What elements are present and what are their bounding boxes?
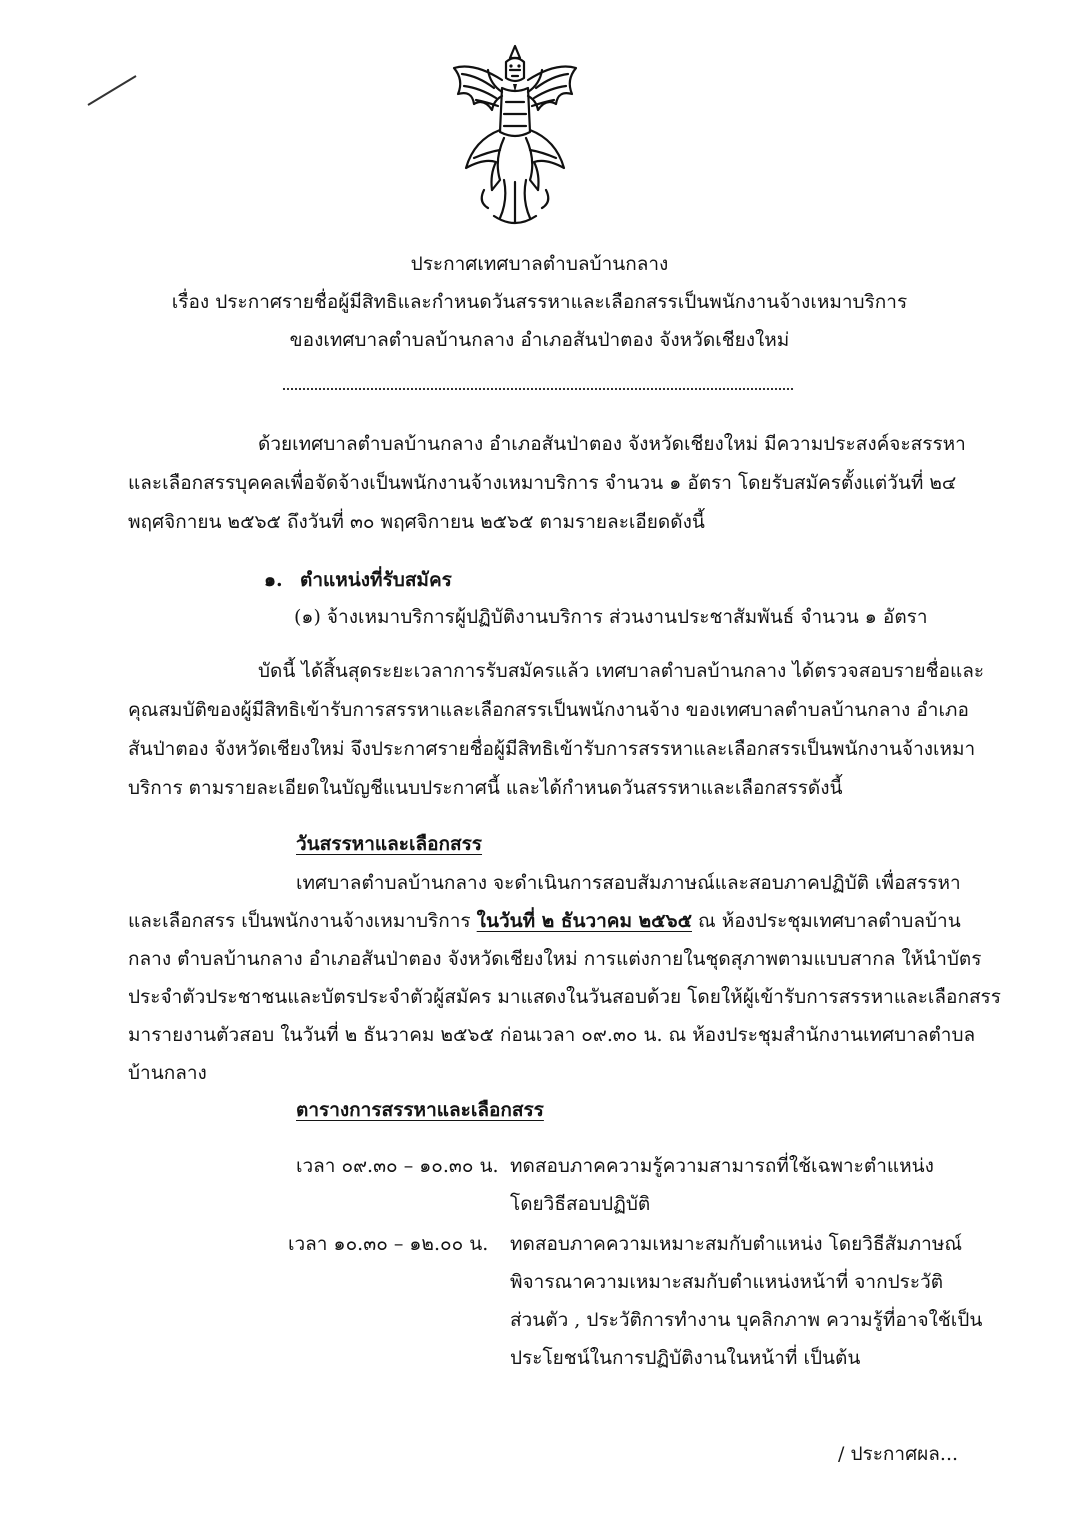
selection-line-2-post: ณ ห้องประชุมเทศบาลตำบลบ้าน [692,910,961,932]
section-1-number: ๑. [264,569,283,591]
selection-line-2 [128,907,961,935]
continued-note: / ประกาศผล... [838,1443,959,1465]
pen-stroke-mark [86,72,138,110]
selection-line-1: เทศบาลตำบลบ้านกลาง จะดำเนินการสอบสัมภาษณ์และสอบภาคปฏิบัติ เพื่อสรรหา [296,872,961,894]
document-org-title: ประกาศเทศบาลตำบลบ้านกลาง [410,253,669,275]
selection-date: ในวันที่ ๒ ธันวาคม ๒๕๖๕ [476,910,692,932]
schedule-row-2-line-1: ทดสอบภาคความเหมาะสมกับตำแหน่ง โดยวิธีสัมภาษณ์ [510,1233,963,1255]
notice-line-3: สันป่าตอง จังหวัดเชียงใหม่ จึงประกาศรายชื่อผู้มีสิทธิเข้ารับการสรรหาและเลือกสรรเป็นพนักงานจ้างเหมา [128,738,976,760]
document-subject-continued: ของเทศบาลตำบลบ้านกลาง อำเภอสันป่าตอง จังหวัดเชียงใหม่ [289,329,790,351]
schedule-row-2-time: เวลา ๑๐.๓๐ – ๑๒.๐๐ น. [288,1233,489,1255]
notice-line-2: คุณสมบัติของผู้มีสิทธิเข้ารับการสรรหาและเลือกสรรเป็นพนักงานจ้าง ของเทศบาลตำบลบ้านกลาง อำเภอ [128,699,969,721]
garuda-emblem-icon [444,40,586,232]
notice-line-4: บริการ ตามรายละเอียดในบัญชีแนบประกาศนี้ และได้กำหนดวันสรรหาและเลือกสรรดังนี้ [128,777,843,799]
selection-heading: วันสรรหาและเลือกสรร [296,833,483,855]
selection-line-5: มารายงานตัวสอบ ในวันที่ ๒ ธันวาคม ๒๕๖๕ ก่อนเวลา ๐๙.๓๐ น. ณ ห้องประชุมสำนักงานเทศบาลตำบล [128,1024,976,1046]
intro-line-3: พฤศจิกายน ๒๕๖๕ ถึงวันที่ ๓๐ พฤศจิกายน ๒๕๖๕ ตามรายละเอียดดังนี้ [128,511,705,533]
document-subject: เรื่อง ประกาศรายชื่อผู้มีสิทธิและกำหนดวันสรรหาและเลือกสรรเป็นพนักงานจ้างเหมาบริการ [171,291,908,313]
schedule-row-2-line-3: ส่วนตัว , ประวัติการทำงาน บุคลิกภาพ ความรู้ที่อาจใช้เป็น [510,1309,983,1331]
selection-line-6: บ้านกลาง [128,1062,207,1084]
schedule-row-1-line-2: โดยวิธีสอบปฏิบัติ [510,1193,651,1215]
schedule-row-1-line-1: ทดสอบภาคความรู้ความสามารถที่ใช้เฉพาะตำแหน่ง [510,1155,934,1177]
schedule-row-1-time: เวลา ๐๙.๓๐ – ๑๐.๓๐ น. [296,1155,499,1177]
selection-line-3: กลาง ตำบลบ้านกลาง อำเภอสันป่าตอง จังหวัดเชียงใหม่ การแต่งกายในชุดสุภาพตามแบบสากล ให้นำบัตร [128,948,982,970]
intro-line-2: และเลือกสรรบุคคลเพื่อจัดจ้างเป็นพนักงานจ้างเหมาบริการ จำนวน ๑ อัตรา โดยรับสมัครตั้งแต่วันที่ ๒๔ [128,472,957,494]
section-1-item: (๑) จ้างเหมาบริการผู้ปฏิบัติงานบริการ ส่วนงานประชาสัมพันธ์ จำนวน ๑ อัตรา [294,606,928,628]
selection-line-4: ประจำตัวประชาชนและบัตรประจำตัวผู้สมัคร มาแสดงในวันสอบด้วย โดยให้ผู้เข้ารับการสรรหาและเลือกสรร [128,986,1001,1008]
schedule-row-2-line-2: พิจารณาความเหมาะสมกับตำแหน่งหน้าที่ จากประวัติ [510,1271,944,1293]
selection-line-2-pre: และเลือกสรร เป็นพนักงานจ้างเหมาบริการ [128,910,477,932]
separator-dotted-line [283,372,793,390]
section-1-title: ตำแหน่งที่รับสมัคร [300,569,452,591]
intro-line-1: ด้วยเทศบาลตำบลบ้านกลาง อำเภอสันป่าตอง จังหวัดเชียงใหม่ มีความประสงค์จะสรรหา [258,433,966,455]
schedule-heading: ตารางการสรรหาและเลือกสรร [296,1099,544,1121]
notice-line-1: บัดนี้ ได้สิ้นสุดระยะเวลาการรับสมัครแล้ว เทศบาลตำบลบ้านกลาง ได้ตรวจสอบรายชื่อและ [258,660,985,682]
schedule-row-2-line-4: ประโยชน์ในการปฏิบัติงานในหน้าที่ เป็นต้น [510,1347,861,1369]
